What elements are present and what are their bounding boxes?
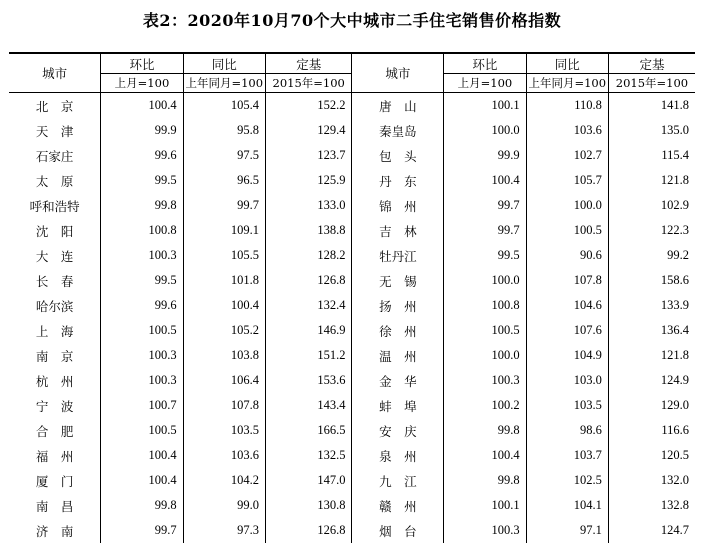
mom-value-right: 100.3 <box>444 368 526 393</box>
table-row <box>9 243 695 268</box>
fixed-header-left: 定基 <box>265 53 352 74</box>
fixed-base-left: 2015年=100 <box>265 74 352 93</box>
fixed-value-left: 146.9 <box>265 318 352 343</box>
fixed-value-right: 132.8 <box>608 493 695 518</box>
city-name-right: 秦皇岛 <box>352 118 444 143</box>
mom-value-left: 100.4 <box>101 93 183 119</box>
mom-value-left: 99.9 <box>101 118 183 143</box>
city-name-right: 包 头 <box>352 143 444 168</box>
table-row <box>9 343 695 368</box>
fixed-value-right: 102.9 <box>608 193 695 218</box>
fixed-value-right: 124.9 <box>608 368 695 393</box>
city-name-left: 南 京 <box>9 343 101 368</box>
city-name-right: 扬 州 <box>352 293 444 318</box>
yoy-value-right: 100.5 <box>526 218 608 243</box>
mom-value-right: 99.7 <box>444 193 526 218</box>
mom-header-right: 环比 <box>444 53 526 74</box>
fixed-value-left: 132.5 <box>265 443 352 468</box>
mom-base-right: 上月=100 <box>444 74 526 93</box>
mom-header-left: 环比 <box>101 53 183 74</box>
yoy-value-left: 101.8 <box>183 268 265 293</box>
yoy-value-left: 107.8 <box>183 393 265 418</box>
fixed-value-right: 132.0 <box>608 468 695 493</box>
mom-value-right: 99.8 <box>444 418 526 443</box>
fixed-value-right: 121.8 <box>608 168 695 193</box>
yoy-value-left: 97.3 <box>183 518 265 543</box>
mom-value-right: 100.3 <box>444 518 526 543</box>
yoy-value-right: 90.6 <box>526 243 608 268</box>
fixed-value-right: 116.6 <box>608 418 695 443</box>
yoy-base-right: 上年同月=100 <box>526 74 608 93</box>
fixed-value-left: 147.0 <box>265 468 352 493</box>
fixed-value-right: 121.8 <box>608 343 695 368</box>
mom-value-left: 99.5 <box>101 268 183 293</box>
mom-value-left: 99.8 <box>101 493 183 518</box>
fixed-value-left: 152.2 <box>265 93 352 119</box>
mom-value-left: 99.5 <box>101 168 183 193</box>
yoy-value-left: 109.1 <box>183 218 265 243</box>
mom-value-left: 100.8 <box>101 218 183 243</box>
mom-value-right: 100.0 <box>444 343 526 368</box>
fixed-value-right: 99.2 <box>608 243 695 268</box>
fixed-value-left: 166.5 <box>265 418 352 443</box>
city-name-right: 金 华 <box>352 368 444 393</box>
table-body <box>9 93 695 543</box>
city-name-left: 合 肥 <box>9 418 101 443</box>
fixed-value-right: 133.9 <box>608 293 695 318</box>
yoy-value-right: 107.6 <box>526 318 608 343</box>
city-name-right: 泉 州 <box>352 443 444 468</box>
yoy-value-left: 106.4 <box>183 368 265 393</box>
yoy-header-left: 同比 <box>183 53 265 74</box>
city-name-left: 天 津 <box>9 118 101 143</box>
mom-value-right: 100.1 <box>444 493 526 518</box>
table-row <box>9 393 695 418</box>
city-name-right: 赣 州 <box>352 493 444 518</box>
yoy-value-right: 98.6 <box>526 418 608 443</box>
yoy-value-right: 100.0 <box>526 193 608 218</box>
fixed-value-left: 123.7 <box>265 143 352 168</box>
city-name-right: 牡丹江 <box>352 243 444 268</box>
city-name-right: 蚌 埠 <box>352 393 444 418</box>
city-name-right: 丹 东 <box>352 168 444 193</box>
mom-value-left: 100.5 <box>101 418 183 443</box>
fixed-value-left: 151.2 <box>265 343 352 368</box>
yoy-header-right: 同比 <box>526 53 608 74</box>
city-header-left: 城市 <box>9 53 101 93</box>
city-name-right: 烟 台 <box>352 518 444 543</box>
city-name-left: 呼和浩特 <box>9 193 101 218</box>
yoy-value-left: 103.5 <box>183 418 265 443</box>
fixed-header-right: 定基 <box>608 53 695 74</box>
city-name-right: 锦 州 <box>352 193 444 218</box>
city-name-right: 九 江 <box>352 468 444 493</box>
table-row <box>9 368 695 393</box>
mom-value-right: 99.7 <box>444 218 526 243</box>
yoy-value-right: 104.9 <box>526 343 608 368</box>
yoy-value-right: 107.8 <box>526 268 608 293</box>
mom-value-left: 99.7 <box>101 518 183 543</box>
fixed-value-right: 136.4 <box>608 318 695 343</box>
yoy-value-left: 105.5 <box>183 243 265 268</box>
yoy-value-right: 104.1 <box>526 493 608 518</box>
table-row <box>9 118 695 143</box>
table-row <box>9 193 695 218</box>
table-row <box>9 218 695 243</box>
yoy-value-left: 104.2 <box>183 468 265 493</box>
city-name-left: 宁 波 <box>9 393 101 418</box>
table-row <box>9 468 695 493</box>
mom-value-left: 100.5 <box>101 318 183 343</box>
city-name-left: 大 连 <box>9 243 101 268</box>
mom-value-left: 100.4 <box>101 468 183 493</box>
city-name-left: 石家庄 <box>9 143 101 168</box>
fixed-value-left: 138.8 <box>265 218 352 243</box>
city-name-left: 哈尔滨 <box>9 293 101 318</box>
mom-value-right: 99.8 <box>444 468 526 493</box>
fixed-value-right: 122.3 <box>608 218 695 243</box>
table-row <box>9 518 695 543</box>
yoy-value-left: 97.5 <box>183 143 265 168</box>
table-row <box>9 493 695 518</box>
yoy-value-left: 105.2 <box>183 318 265 343</box>
fixed-value-left: 128.2 <box>265 243 352 268</box>
yoy-value-left: 95.8 <box>183 118 265 143</box>
yoy-value-left: 99.0 <box>183 493 265 518</box>
mom-value-left: 99.6 <box>101 293 183 318</box>
table-row <box>9 318 695 343</box>
yoy-value-right: 103.0 <box>526 368 608 393</box>
yoy-value-right: 103.7 <box>526 443 608 468</box>
mom-value-right: 100.0 <box>444 268 526 293</box>
city-name-left: 济 南 <box>9 518 101 543</box>
city-name-right: 安 庆 <box>352 418 444 443</box>
yoy-base-left: 上年同月=100 <box>183 74 265 93</box>
yoy-value-right: 105.7 <box>526 168 608 193</box>
mom-value-left: 99.8 <box>101 193 183 218</box>
mom-value-right: 100.2 <box>444 393 526 418</box>
table-row <box>9 418 695 443</box>
table-row <box>9 293 695 318</box>
yoy-value-left: 103.6 <box>183 443 265 468</box>
city-name-right: 徐 州 <box>352 318 444 343</box>
table-row <box>9 443 695 468</box>
yoy-value-right: 103.6 <box>526 118 608 143</box>
table-title: 表2：2020年10月70个大中城市二手住宅销售价格指数 <box>0 8 704 31</box>
city-name-right: 温 州 <box>352 343 444 368</box>
fixed-value-right: 115.4 <box>608 143 695 168</box>
fixed-value-left: 130.8 <box>265 493 352 518</box>
yoy-value-right: 97.1 <box>526 518 608 543</box>
fixed-value-left: 126.8 <box>265 518 352 543</box>
city-name-left: 福 州 <box>9 443 101 468</box>
yoy-value-right: 102.5 <box>526 468 608 493</box>
table-row <box>9 168 695 193</box>
city-name-left: 长 春 <box>9 268 101 293</box>
mom-value-right: 100.0 <box>444 118 526 143</box>
mom-value-left: 100.3 <box>101 243 183 268</box>
yoy-value-right: 102.7 <box>526 143 608 168</box>
mom-value-right: 99.9 <box>444 143 526 168</box>
mom-base-left: 上月=100 <box>101 74 183 93</box>
city-name-left: 太 原 <box>9 168 101 193</box>
city-name-right: 无 锡 <box>352 268 444 293</box>
city-name-left: 厦 门 <box>9 468 101 493</box>
mom-value-left: 100.3 <box>101 343 183 368</box>
fixed-value-left: 133.0 <box>265 193 352 218</box>
yoy-value-left: 105.4 <box>183 93 265 119</box>
yoy-value-right: 104.6 <box>526 293 608 318</box>
city-name-left: 杭 州 <box>9 368 101 393</box>
city-name-left: 上 海 <box>9 318 101 343</box>
price-index-table <box>9 52 695 543</box>
fixed-value-right: 120.5 <box>608 443 695 468</box>
mom-value-right: 100.8 <box>444 293 526 318</box>
mom-value-right: 99.5 <box>444 243 526 268</box>
city-header-right: 城市 <box>352 53 444 93</box>
mom-value-right: 100.4 <box>444 443 526 468</box>
fixed-base-right: 2015年=100 <box>608 74 695 93</box>
yoy-value-left: 96.5 <box>183 168 265 193</box>
fixed-value-right: 129.0 <box>608 393 695 418</box>
yoy-value-right: 103.5 <box>526 393 608 418</box>
fixed-value-right: 141.8 <box>608 93 695 119</box>
table-row <box>9 93 695 119</box>
fixed-value-left: 125.9 <box>265 168 352 193</box>
fixed-value-left: 129.4 <box>265 118 352 143</box>
yoy-value-left: 100.4 <box>183 293 265 318</box>
fixed-value-left: 132.4 <box>265 293 352 318</box>
city-name-left: 南 昌 <box>9 493 101 518</box>
city-name-left: 北 京 <box>9 93 101 119</box>
mom-value-left: 100.7 <box>101 393 183 418</box>
table-row <box>9 268 695 293</box>
fixed-value-right: 135.0 <box>608 118 695 143</box>
mom-value-left: 99.6 <box>101 143 183 168</box>
yoy-value-left: 99.7 <box>183 193 265 218</box>
table-row <box>9 143 695 168</box>
city-name-right: 吉 林 <box>352 218 444 243</box>
fixed-value-left: 153.6 <box>265 368 352 393</box>
mom-value-left: 100.4 <box>101 443 183 468</box>
yoy-value-left: 103.8 <box>183 343 265 368</box>
city-name-right: 唐 山 <box>352 93 444 119</box>
fixed-value-left: 126.8 <box>265 268 352 293</box>
fixed-value-left: 143.4 <box>265 393 352 418</box>
mom-value-right: 100.1 <box>444 93 526 119</box>
mom-value-left: 100.3 <box>101 368 183 393</box>
fixed-value-right: 158.6 <box>608 268 695 293</box>
mom-value-right: 100.4 <box>444 168 526 193</box>
city-name-left: 沈 阳 <box>9 218 101 243</box>
yoy-value-right: 110.8 <box>526 93 608 119</box>
mom-value-right: 100.5 <box>444 318 526 343</box>
fixed-value-right: 124.7 <box>608 518 695 543</box>
